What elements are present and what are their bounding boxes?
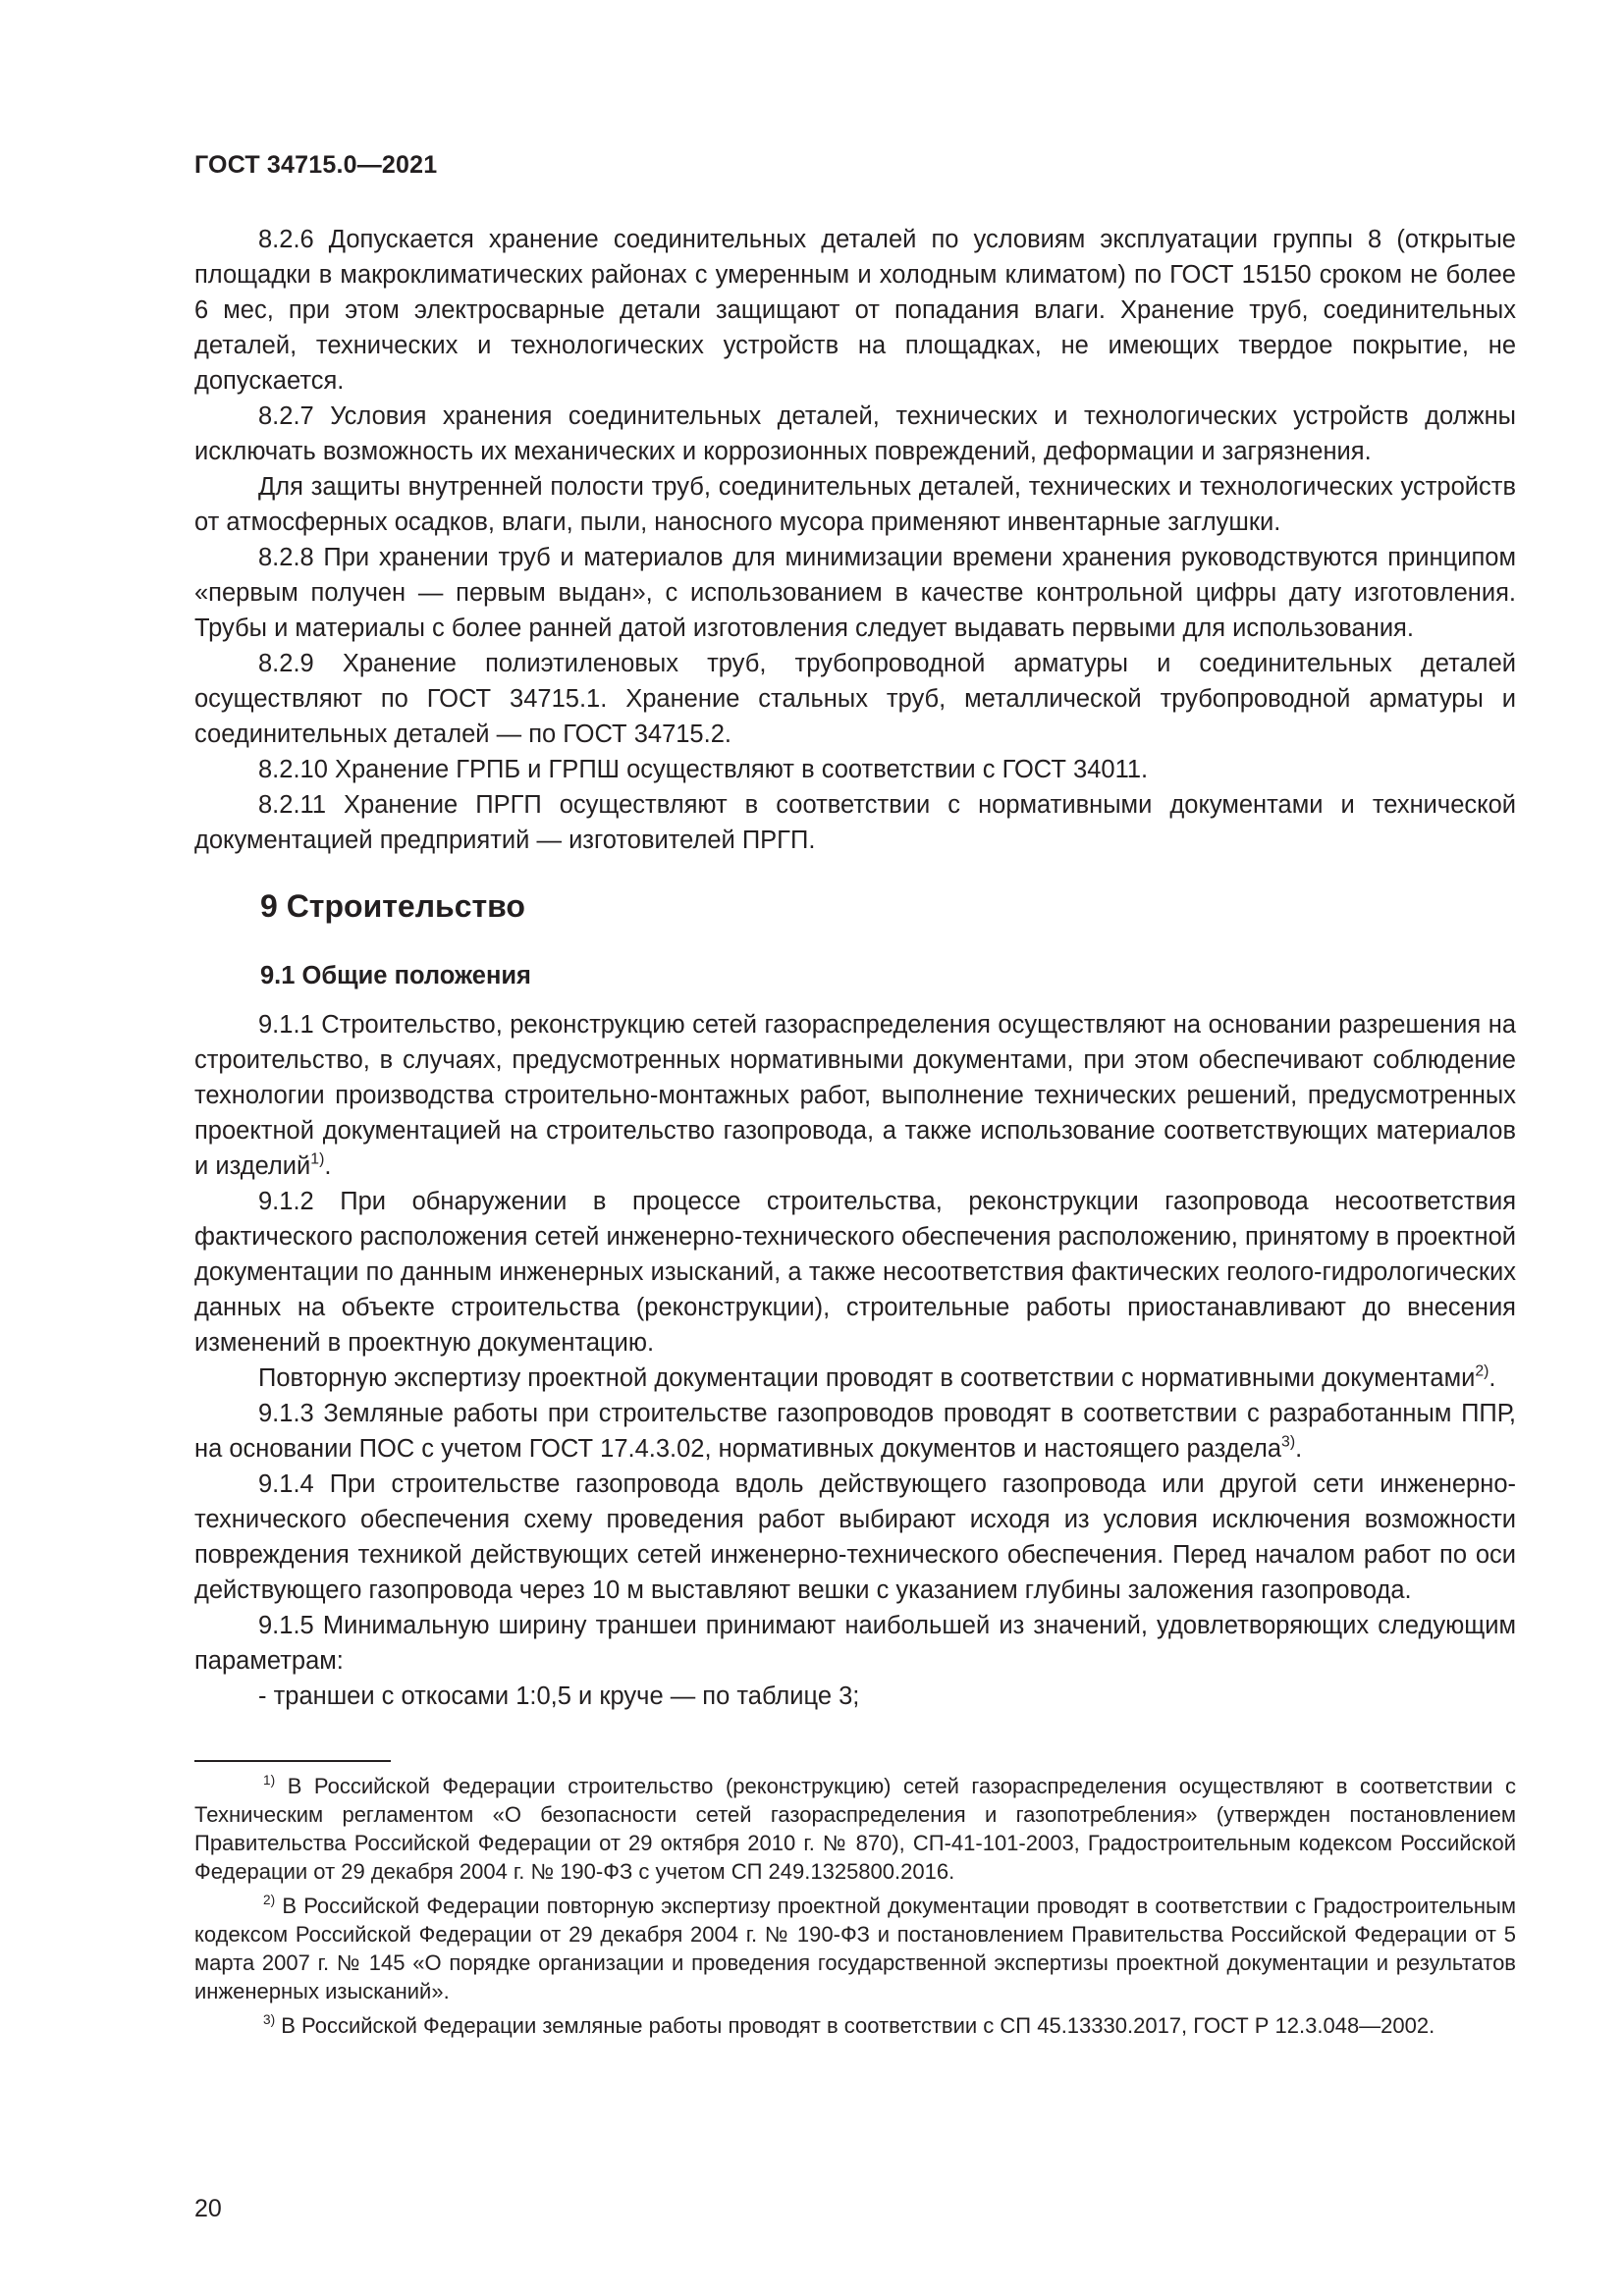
footnote-separator — [194, 1760, 391, 1762]
paragraph-9-1-4: 9.1.4 При строительстве газопровода вдоль действующего газопровода или другой сети инженерно-технического обеспечения схему проведения работ выбирают исходя из условия исключения возможности повреждения техникой действующих сетей инженерно-технического обеспечения. Перед началом работ по оси действующего газопровода через 10 м выставляют вешки с указанием глубины заложения газопровода. — [194, 1470, 1516, 1604]
paragraph-8-2-6: 8.2.6 Допускается хранение соединительных деталей по условиям эксплуатации группы 8 (открытые площадки в макроклиматических районах с умеренным и холодным климатом) по ГОСТ 15150 сроком не более 6 мес, при этом электросварные детали защищают от попадания влаги. Хранение труб, соединительных деталей, технических и технологических устройств на площадках, не имеющих твердое покрытие, не допускается. — [194, 226, 1516, 395]
paragraph-9-1-1 — [194, 1007, 1516, 1184]
list-item-trench: - траншеи с откосами 1:0,5 и круче — по таблице 3; — [258, 1682, 860, 1710]
document-header: ГОСТ 34715.0—2021 — [194, 151, 438, 179]
paragraph-8-2-7: 8.2.7 Условия хранения соединительных деталей, технических и технологических устройств должны исключать возможность их механических и коррозионных повреждений, деформации и загрязнения. — [194, 402, 1516, 465]
section-9-1-text — [194, 1007, 1516, 1714]
footnote-ref-3[interactable]: 3) — [1281, 1433, 1296, 1451]
footnote-ref-1[interactable]: 1) — [310, 1150, 325, 1168]
paragraph-text: Повторную экспертизу проектной документации проводят в соответствии с нормативными документами — [258, 1364, 1476, 1392]
footnote-mark: 1) — [263, 1773, 276, 1789]
footnote-1 — [194, 1772, 1516, 1886]
paragraph-9-1-2: 9.1.2 При обнаружении в процессе строительства, реконструкции газопровода несоответствия фактического расположения сетей инженерно-технического обеспечения расположению, принятому в проектной документации по данным инженерных изысканий, а также несоответствия фактических геолого-гидрологических данных на объекте строительства (реконструкции), строительные работы приостанавливают до внесения изменений в проектную документацию. — [194, 1188, 1516, 1357]
section-heading: 9 Строительство — [260, 888, 525, 924]
footnote-text: В Российской Федерации повторную экспертизу проектной документации проводят в соответствии с Градостроительным кодексом Российской Федерации от 29 декабря 2004 г. № 190-ФЗ и постановлением Правительства Российской Федерации от 5 марта 2007 г. № 145 «О порядке организации и проведения государственной экспертизы проектной документации и результатов инженерных изысканий». — [194, 1894, 1516, 2003]
paragraph-8-2-11: 8.2.11 Хранение ПРГП осуществляют в соответствии с нормативными документами и технической документацией предприятий — изготовителей ПРГП. — [194, 791, 1516, 854]
paragraph-9-1-5: 9.1.5 Минимальную ширину траншеи принимают наибольшей из значений, удовлетворяющих следующим параметрам: — [194, 1612, 1516, 1675]
section-8-2-text — [194, 222, 1516, 858]
footnote-2 — [194, 1892, 1516, 2005]
subsection-heading: 9.1 Общие положения — [260, 962, 531, 989]
footnote-text: В Российской Федерации строительство (реконструкцию) сетей газораспределения осуществляют в соответствии с Техническим регламентом «О безопасности сетей газораспределения и газопотребления» (утвержден постановлением Правительства Российской Федерации от 29 октября 2010 г. № 870), СП-41-101-2003, Градостроительным кодексом Российской Федерации от 29 декабря 2004 г. № 190-ФЗ с учетом СП 249.1325800.2016. — [194, 1774, 1516, 1884]
footnote-text: В Российской Федерации земляные работы проводят в соответствии с СП 45.13330.2017, ГОСТ Р 12.3.048—2002. — [275, 2013, 1435, 2038]
footnote-mark: 2) — [263, 1893, 276, 1908]
paragraph-9-1-2-cont — [194, 1361, 1516, 1396]
page-number: 20 — [194, 2195, 222, 2222]
paragraph-9-1-3 — [194, 1396, 1516, 1467]
footnotes — [194, 1772, 1516, 2046]
footnote-mark: 3) — [263, 2012, 276, 2028]
paragraph-tail: . — [324, 1152, 332, 1180]
paragraph-text: 9.1.1 Строительство, реконструкцию сетей газораспределения осуществляют на основании разрешения на строительство, в случаях, предусмотренных нормативными документами, при этом обеспечивают соблюдение технологии производства строительно-монтажных работ, выполнение технических решений, предусмотренных проектной документацией на строительство газопровода, а также использование соответствующих материалов и изделий — [194, 1011, 1516, 1180]
paragraph-8-2-10: 8.2.10 Хранение ГРПБ и ГРПШ осуществляют в соответствии с ГОСТ 34011. — [258, 756, 1149, 783]
paragraph-8-2-8: 8.2.8 При хранении труб и материалов для минимизации времени хранения руководствуются принципом «первым получен — первым выдан», с использованием в качестве контрольной цифры дату изготовления. Трубы и материалы с более ранней датой изготовления следует выдавать первыми для использования. — [194, 544, 1516, 642]
footnote-ref-2[interactable]: 2) — [1475, 1362, 1489, 1380]
footnote-3 — [194, 2011, 1516, 2040]
paragraph-text: 9.1.3 Земляные работы при строительстве газопроводов проводят в соответствии с разработанным ППР, на основании ПОС с учетом ГОСТ 17.4.3.02, нормативных документов и настоящего раздела — [194, 1400, 1516, 1463]
paragraph-8-2-9: 8.2.9 Хранение полиэтиленовых труб, трубопроводной арматуры и соединительных деталей осуществляют по ГОСТ 34715.1. Хранение стальных труб, металлической трубопроводной арматуры и соединительных деталей — по ГОСТ 34715.2. — [194, 650, 1516, 748]
paragraph-8-2-7-cont: Для защиты внутренней полости труб, соединительных деталей, технических и технологических устройств от атмосферных осадков, влаги, пыли, наносного мусора применяют инвентарные заглушки. — [194, 473, 1516, 536]
paragraph-tail: . — [1489, 1364, 1496, 1392]
paragraph-tail: . — [1295, 1435, 1303, 1463]
